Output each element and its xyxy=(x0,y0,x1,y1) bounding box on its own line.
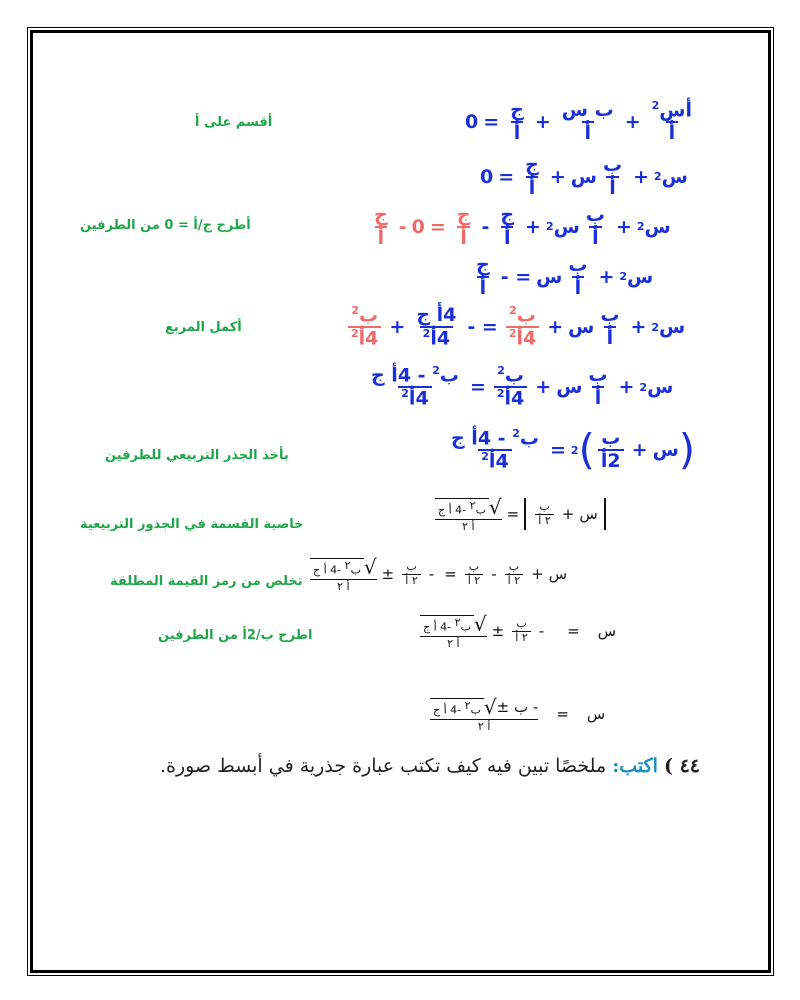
equation-9: س + $\frac{\text{ب}}{\text{٢ أ}}$ - $\frac{\text{ب}}{\text{٢ أ}}$ = - $\frac{\text{ب}}{\text{٢ أ}}$ ± √ ب$^٢$ -4 أ ج أ ٢ xyxy=(310,555,567,593)
question-44 xyxy=(100,755,700,777)
question-text: ملخصًا تبين فيه كيف تكتب عبارة جذرية في أبسط صورة. xyxy=(160,755,607,777)
note-10: اطرح ب/2أ من الطرفين xyxy=(158,628,313,643)
equation-7: ( س + $\frac{\text{ب}}{\text{2أ}}$ ) 2 = $\frac{ب^2 - 4أ ج}{4أ^2}$ xyxy=(451,425,696,475)
note-7: بأخذ الجذر التربيعي للطرفين xyxy=(105,448,289,463)
note-5: أكمل المربع xyxy=(165,320,242,335)
equation-1: $\frac{أس^2}{\text{أ}}$ + $\frac{\text{ب س}}{\text{أ}}$ + $\frac{\text{ج}}{\text{أ}}$ = 0 xyxy=(465,99,693,145)
question-keyword: اكتب: xyxy=(612,755,658,777)
note-3: أطرح ج/أ = 0 من الطرفين xyxy=(80,218,251,233)
equation-6: س 2 + $\frac{\text{ب}}{\text{أ}}$ س + $\frac{ب^2}{4أ^2}$ = $\frac{ب^2 - 4أ ج}{4أ^2}$ xyxy=(371,364,674,410)
equation-3: س 2 + $\frac{\text{ب}}{\text{أ}}$ س 2 + $\frac{\text{ج}}{\text{أ}}$ - $\frac{\text{ج}}{\text{أ}}$ = 0 - $\frac{\text{ج}}{\text{أ}}$ xyxy=(374,204,671,249)
question-number: ٤٤ ) xyxy=(663,755,700,777)
equation-8: س + $\frac{\text{ب}}{\text{٢ أ}}$ = √ ب$^٢$ -4 أ ج أ ٢ xyxy=(435,495,606,533)
equation-4: س 2 + $\frac{\text{ب}}{\text{أ}}$ س = - $\frac{\text{ج}}{\text{أ}}$ xyxy=(476,254,654,299)
note-1: أقسم على أ xyxy=(195,115,273,130)
note-9: تخلص من رمز القيمة المطلقة xyxy=(110,574,303,589)
note-8: خاصية القسمة في الجذور التربيعية xyxy=(80,517,304,532)
equation-2: س 2 + $\frac{\text{ب}}{\text{أ}}$ س + $\frac{\text{ج}}{\text{أ}}$ = 0 xyxy=(480,154,688,199)
equation-10: س = - $\frac{\text{ب}}{\text{٢ أ}}$ ± √ ب$^٢$ -4 أ ج أ ٢ xyxy=(420,612,616,650)
equation-5: س 2 + $\frac{\text{ب}}{\text{أ}}$ س + $\frac{ب^2}{4أ^2}$ = - $\frac{\text{4أ ج}}{4أ^2}$ + $\frac{ب^2}{4أ^2}$ xyxy=(345,305,685,349)
equation-11: س = - ب ± √ ب$^٢$ -4 أ ج أ ٢ xyxy=(430,695,605,733)
